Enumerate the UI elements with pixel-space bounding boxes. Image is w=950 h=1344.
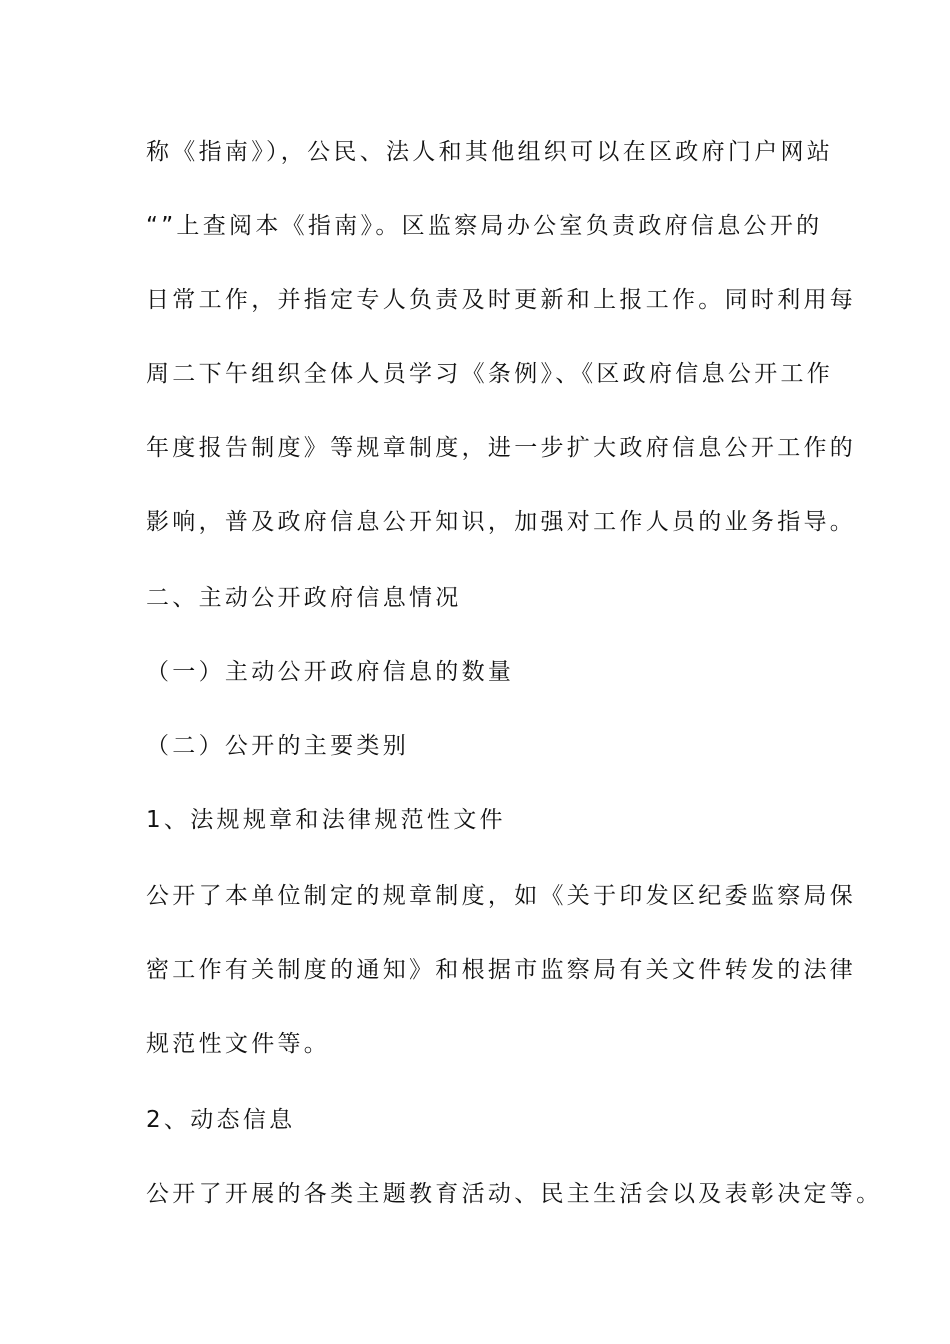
paragraph-line-7: 公开了本单位制定的规章制度，如《关于印发区纪委监察局保	[146, 883, 857, 909]
paragraph-line-3: 日常工作，并指定专人负责及时更新和上报工作。同时利用每	[146, 287, 857, 313]
paragraph-line-10: 公开了开展的各类主题教育活动、民主生活会以及表彰决定等。	[146, 1181, 883, 1207]
section-heading: 二、主动公开政府信息情况	[146, 585, 462, 611]
paragraph-line-5: 年度报告制度》等规章制度，进一步扩大政府信息公开工作的	[146, 435, 857, 461]
paragraph-line-1: 称《指南》），公民、法人和其他组织可以在区政府门户网站	[146, 139, 834, 165]
paragraph-line-8: 密工作有关制度的通知》和根据市监察局有关文件转发的法律	[146, 957, 857, 983]
item-heading-2: 2、动态信息	[146, 1107, 296, 1133]
paragraph-line-2: “”上查阅本《指南》。区监察局办公室负责政府信息公开的	[146, 213, 823, 239]
paragraph-line-4: 周二下午组织全体人员学习《条例》、《区政府信息公开工作	[146, 361, 834, 387]
subsection-heading-1: （一）主动公开政府信息的数量	[146, 659, 515, 685]
subsection-heading-2: （二）公开的主要类别	[146, 733, 409, 759]
item-heading-1: 1、法规规章和法律规范性文件	[146, 807, 506, 833]
paragraph-line-6: 影响，普及政府信息公开知识，加强对工作人员的业务指导。	[146, 509, 857, 535]
paragraph-line-9: 规范性文件等。	[146, 1031, 331, 1057]
